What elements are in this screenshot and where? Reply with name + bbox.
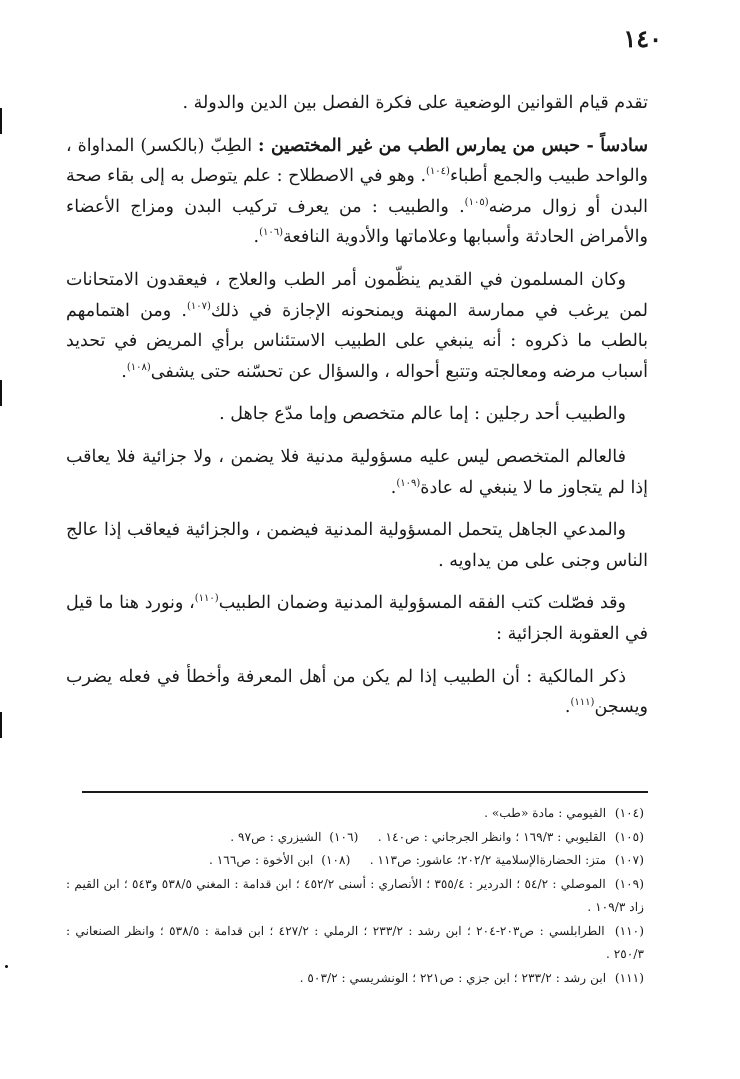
footnote: (١١١) ابن رشد : ٢٣٣/٢ ؛ ابن جزي : ص٢٢١ ؛ الونشريسي : ٥٠٣/٢ . — [299, 970, 644, 985]
footnote-separator — [82, 791, 648, 793]
footnote-ref: (١١١) — [570, 697, 595, 709]
scan-margin-dot — [5, 965, 8, 968]
paragraph-4: والطبيب أحد رجلين : إما عالم متخصص وإما مدّع جاهل . — [219, 404, 626, 425]
scan-margin-mark — [0, 108, 2, 134]
footnote: (١٠٥) القليوبي : ١٦٩/٣ ؛ وانظر الجرجاني : ص١٤٠ . (١٠٦) الشيزري : ص٩٧ . — [230, 829, 644, 844]
page-number: ١٤٠ — [623, 24, 662, 53]
paragraph-3: وكان المسلمون في القديم ينظّمون أمر الطب والعلاج ، فيعقدون الامتحانات لمن يرغب في ممارسة المهنة ويمنحونه الإجازة في ذلك$^{(١٠٧)}$. ومن اهتمامهم بالطب ما ذكروه : أنه ينبغي على الطبيب الاستئناس برأي المريض في تحديد أسباب مرضه ومعالجته وتتبع أحواله ، والسؤال عن تحسّنه حتى يشفى$^{(١٠٨)}$. — [66, 269, 648, 382]
scan-margin-mark — [0, 380, 2, 406]
footnote: (١٠٤) الفيومي : مادة «طب» . — [484, 806, 644, 820]
scan-margin-mark — [0, 712, 2, 738]
paragraph-5: فالعالم المتخصص ليس عليه مسؤولية مدنية فلا يضمن ، ولا جزائية فلا يعاقب إذا لم يتجاوز ما لا ينبغي له عادة$^{(١٠٩)}$. — [66, 446, 648, 498]
paragraph-8: ذكر المالكية : أن الطبيب إذا لم يكن من أهل المعرفة وأخطأ في فعله يضرب ويسجن$^{(١١١)}$. — [66, 666, 648, 718]
paragraph-1: تقدم قيام القوانين الوضعية على فكرة الفصل بين الدين والدولة . — [182, 93, 648, 113]
footnote-ref: (١٠٨) — [126, 361, 151, 373]
section-heading: سادساً - حبس من يمارس الطب من غير المختصين : — [258, 135, 648, 156]
footnote-ref: (١٠٩) — [396, 477, 421, 489]
footnote-ref: (١٠٤) — [426, 166, 450, 178]
footnote-ref: (١١٠) — [194, 593, 219, 605]
footnote: (١٠٧) متز: الحضارةالإسلامية ٢٠٢/٢؛ عاشور: ص١١٣ . (١٠٨) ابن الأخوة : ص١٦٦ . — [208, 853, 644, 867]
footnote-ref: (١٠٧) — [186, 300, 211, 312]
paragraph-2: سادساً - حبس من يمارس الطب من غير المختصين : الطِبّ (بالكسر) المداواة ، والواحد طبيب والجمع أطباء$^{(١٠٤)}$. وهو في الاصطلاح : علم يتوصل به إلى بقاء صحة البدن أو زوال مرضه$^{(١٠٥)}$. والطبيب : من يعرف تركيب البدن ومزاج الأعضاء والأمراض الحادثة وأسبابها وعلاماتها والأدوية النافعة$^{(١٠٦)}$. — [66, 135, 648, 248]
footnote: (١٠٩) الموصلي : ٥٤/٢ ؛ الدردير : ٣٥٥/٤ ؛ الأنصاري : أسنى ٤٥٢/٢ ؛ ابن قدامة : المغني ٥٣٨/٥ و٥٤٣ ؛ ابن القيم : زاد ١٠٩/٣ . — [66, 876, 644, 914]
footnote: (١١٠) الطرابلسي : ص٢٠٣-٢٠٤ ؛ ابن رشد : ٢٣٣/٢ ؛ الرملي : ٤٢٧/٢ ؛ ابن قدامة : ٥٣٨/٥ ؛ وانظر الصنعاني : ٢٥٠/٣ . — [66, 923, 644, 961]
footnote-ref: (١٠٥) — [464, 196, 489, 208]
footnote-ref: (١٠٦) — [259, 227, 284, 239]
footnotes — [66, 802, 644, 990]
paragraph-7: وقد فصّلت كتب الفقه المسؤولية المدنية وضمان الطبيب$^{(١١٠)}$، ونورد هنا ما قيل في العقوبة الجزائية : — [66, 593, 648, 644]
main-text — [66, 88, 648, 735]
paragraph-6: والمدعي الجاهل يتحمل المسؤولية المدنية فيضمن ، والجزائية فيعاقب إذا عالج الناس وجنى على من يداويه . — [66, 520, 648, 571]
